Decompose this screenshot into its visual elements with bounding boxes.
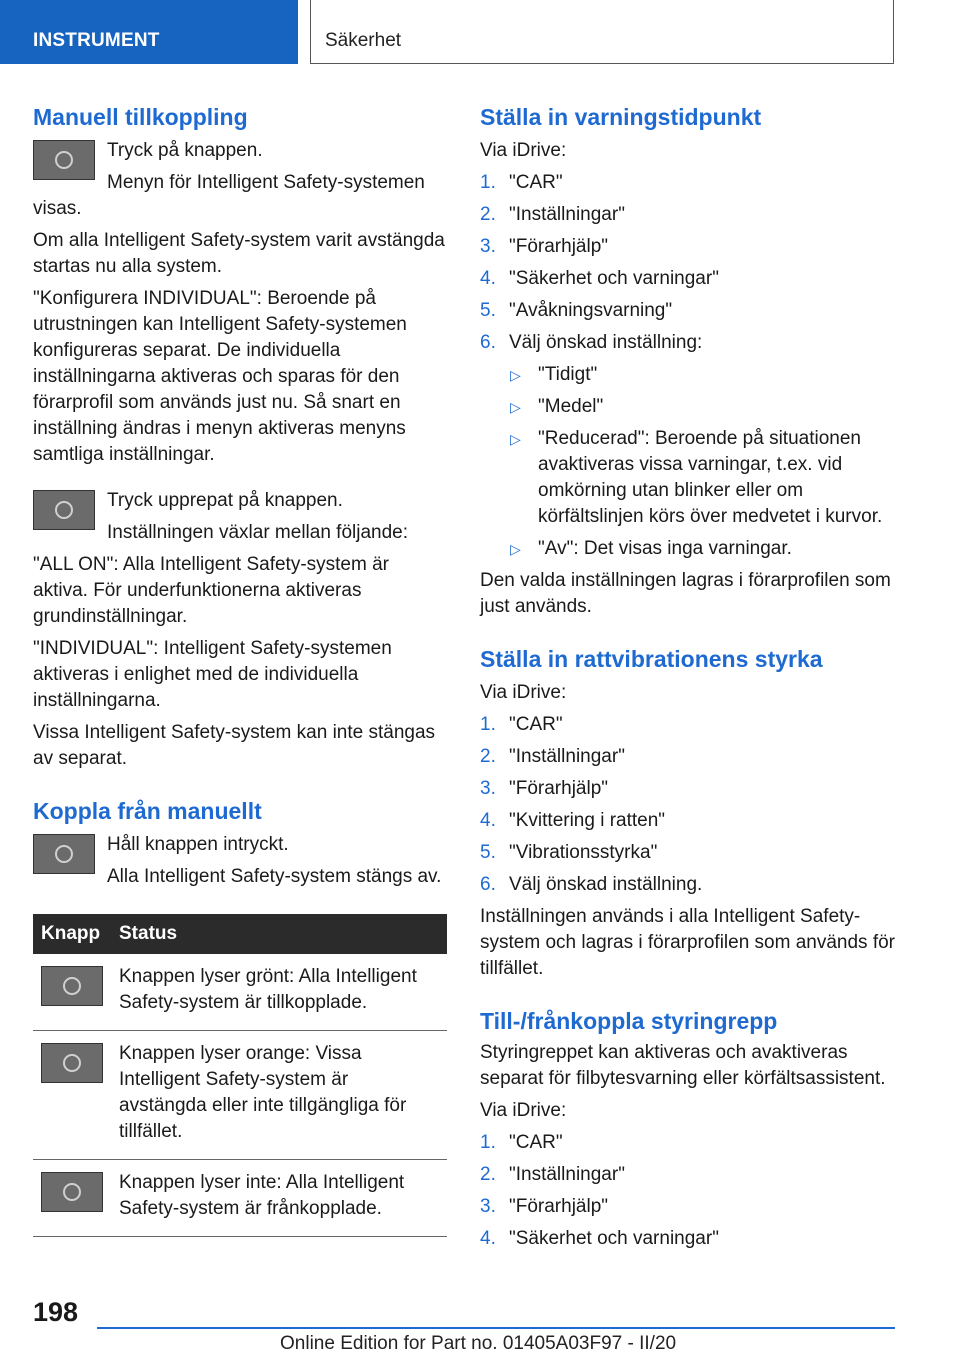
steps-list <box>480 170 895 356</box>
list-item: 4. "Säkerhet och varningar" <box>480 1228 719 1249</box>
table-header-button: Knapp <box>33 914 111 954</box>
header-section-label: INSTRUMENT <box>33 30 160 51</box>
table-row <box>33 954 447 1031</box>
footer-divider <box>97 1327 895 1329</box>
table-header-status: Status <box>111 914 447 954</box>
safety-button-icon <box>33 834 95 874</box>
list-item: 6. Välj önskad inställning. <box>480 874 703 895</box>
list-item: 2. "Inställningar" <box>480 1164 625 1185</box>
paragraph: Alla Intelligent Safety-system stängs av. <box>107 866 442 887</box>
list-item: ▷ "Av": Det visas inga varningar. <box>480 536 895 562</box>
list-item: ▷ "Reducerad": Beroende på situationen avaktiveras vissa varningar, t.ex. vid omkörning utan blinker eller om körfältslinjen körs över medvetet i kurvor. <box>510 428 883 527</box>
steps-list <box>480 712 895 898</box>
header-chapter-box <box>310 0 894 64</box>
safety-button-icon <box>41 1043 103 1083</box>
list-item: 1. "CAR" <box>480 172 563 193</box>
heading-warning-time: Ställa in varningstidpunkt <box>480 104 762 130</box>
triangle-bullet-icon: ▷ <box>510 367 521 383</box>
list-item: 3. "Förarhjälp" <box>480 778 609 799</box>
list-item: 3. "Förarhjälp" <box>480 1196 609 1217</box>
list-item: ▷ "Tidigt" <box>480 362 895 388</box>
safety-button-icon <box>41 966 103 1006</box>
heading-steering-intervention: Till-/frånkoppla styringrepp <box>480 1008 778 1034</box>
table-cell-status: Knappen lyser orange: Vissa Intelligent Safety-system är avstängda eller inte tillgängliga för tillfället. <box>111 1031 447 1160</box>
status-table <box>33 914 447 1237</box>
paragraph: Via iDrive: <box>480 682 567 703</box>
heading-manual-activation: Manuell tillkoppling <box>33 104 248 130</box>
paragraph: "ALL ON": Alla Intelligent Safety-system är aktiva. För underfunktionerna aktiveras grundinställningar. <box>33 554 389 627</box>
header-section-tab <box>0 0 298 64</box>
paragraph: Den valda inställningen lagras i förarprofilen som just används. <box>480 570 891 617</box>
list-item: 3. "Förarhjälp" <box>480 236 609 257</box>
list-item: 2. "Inställningar" <box>480 204 625 225</box>
instruction-block-hold <box>33 828 447 890</box>
paragraph: "Konfigurera INDIVIDUAL": Beroende på utrustningen kan Intelligent Safety-systemen konfigureras separat. De individuella inställningarna aktiveras och sparas för den förarprofil som används just nu. Så snart en inställning ändras i menyn aktiveras menyns samtliga inställningar. <box>33 288 407 465</box>
paragraph: Via iDrive: <box>480 1100 567 1121</box>
table-cell-status: Knappen lyser inte: Alla Intelligent Safety-system är frånkopplade. <box>111 1160 447 1237</box>
instruction-block-press <box>33 134 447 222</box>
options-list <box>480 362 895 562</box>
paragraph: Tryck på knappen. <box>107 140 263 161</box>
heading-vibration-strength: Ställa in rattvibrationens styrka <box>480 646 823 672</box>
safety-button-icon <box>33 490 95 530</box>
list-item: ▷ "Medel" <box>480 394 895 420</box>
table-row <box>33 1031 447 1160</box>
paragraph: Menyn för Intelligent Safety-systemen visas. <box>33 172 425 219</box>
safety-button-icon <box>33 140 95 180</box>
paragraph: "INDIVIDUAL": Intelligent Safety-systemen aktiveras i enlighet med de individuella inställningarna. <box>33 638 392 711</box>
page-number: 198 <box>33 1297 79 1327</box>
list-item: 4. "Kvittering i ratten" <box>480 810 666 831</box>
list-item: 5. "Vibrationsstyrka" <box>480 842 658 863</box>
table-cell-status: Knappen lyser grönt: Alla Intelligent Safety-system är tillkopplade. <box>111 954 447 1031</box>
list-item: 1. "CAR" <box>480 1132 563 1153</box>
header-chapter-label: Säkerhet <box>325 30 402 51</box>
steps-list <box>480 1130 895 1252</box>
footer-edition: Online Edition for Part no. 01405A03F97 - II/20 <box>280 1333 677 1354</box>
instruction-block-repeat <box>33 484 447 546</box>
list-item: 6. Välj önskad inställning: <box>480 332 703 353</box>
paragraph: Håll knappen intryckt. <box>107 834 289 855</box>
paragraph: Inställningen växlar mellan följande: <box>107 522 409 543</box>
table-header-row <box>33 914 447 954</box>
right-column <box>480 100 895 1252</box>
triangle-bullet-icon: ▷ <box>510 431 521 447</box>
paragraph: Om alla Intelligent Safety-system varit avstängda startas nu alla system. <box>33 230 445 277</box>
paragraph: Tryck upprepat på knappen. <box>107 490 343 511</box>
paragraph: Via iDrive: <box>480 140 567 161</box>
paragraph: Vissa Intelligent Safety-system kan inte stängas av separat. <box>33 722 436 769</box>
safety-button-icon <box>41 1172 103 1212</box>
paragraph: Inställningen används i alla Intelligent Safety-system och lagras i förarprofilen som används för tillfället. <box>480 906 896 979</box>
triangle-bullet-icon: ▷ <box>510 399 521 415</box>
list-item: 2. "Inställningar" <box>480 746 625 767</box>
heading-manual-deactivation: Koppla från manuellt <box>33 798 262 824</box>
list-item: 5. "Avåkningsvarning" <box>480 300 673 321</box>
triangle-bullet-icon: ▷ <box>510 541 521 557</box>
paragraph: Styringreppet kan aktiveras och avaktiveras separat för filbytesvarning eller körfältsassistent. <box>480 1042 886 1089</box>
list-item: 1. "CAR" <box>480 714 563 735</box>
table-row <box>33 1160 447 1237</box>
list-item: 4. "Säkerhet och varningar" <box>480 268 719 289</box>
left-column <box>33 100 447 1237</box>
